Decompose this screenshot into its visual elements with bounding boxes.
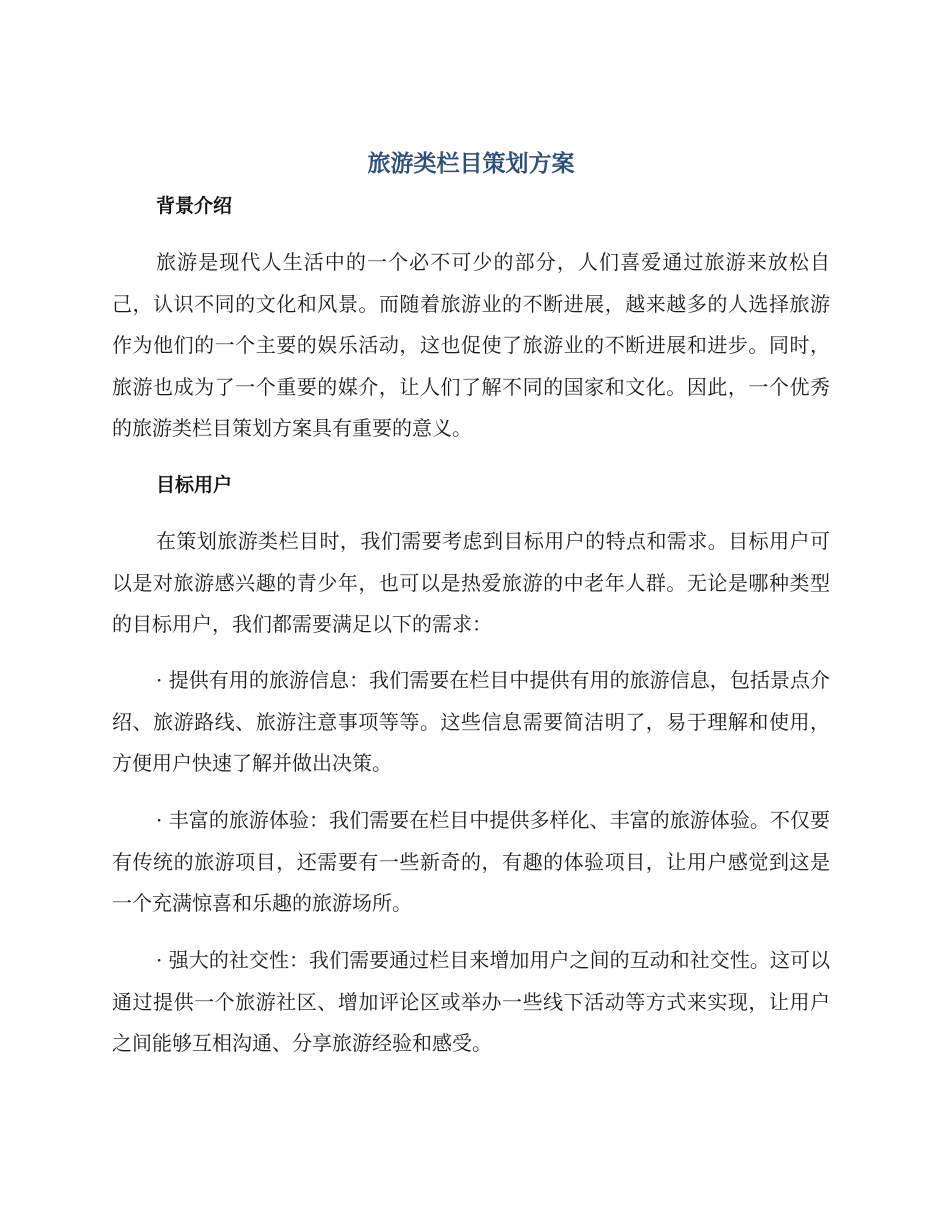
section-heading-background: 背景介绍 bbox=[156, 195, 233, 217]
bullet-useful-info: · 提供有用的旅游信息：我们需要在栏目中提供有用的旅游信息，包括景点介绍、旅游路线、旅游注意事项等等。这些信息需要简洁明了，易于理解和使用，方便用户快速了解并做出决策。 bbox=[112, 668, 830, 775]
document-title: 旅游类栏目策划方案 bbox=[367, 151, 575, 177]
section-heading-target-users: 目标用户 bbox=[156, 474, 233, 496]
paragraph-background: 旅游是现代人生活中的一个必不可少的部分，人们喜爱通过旅游来放松自己，认识不同的文化和风景。而随着旅游业的不断进展，越来越多的人选择旅游作为他们的一个主要的娱乐活动，这也促使了旅游业的不断进展和进步。同时，旅游也成为了一个重要的媒介，让人们了解不同的国家和文化。因此，一个优秀的旅游类栏目策划方案具有重要的意义。 bbox=[112, 250, 830, 440]
paragraph-target-users-intro: 在策划旅游类栏目时，我们需要考虑到目标用户的特点和需求。目标用户可以是对旅游感兴趣的青少年，也可以是热爱旅游的中老年人群。无论是哪种类型的目标用户，我们都需要满足以下的需求： bbox=[112, 529, 830, 636]
bullet-social: · 强大的社交性：我们需要通过栏目来增加用户之间的互动和社交性。这可以通过提供一个旅游社区、增加评论区或举办一些线下活动等方式来实现，让用户之间能够互相沟通、分享旅游经验和感受。 bbox=[112, 948, 830, 1055]
bullet-rich-experience: · 丰富的旅游体验：我们需要在栏目中提供多样化、丰富的旅游体验。不仅要有传统的旅游项目，还需要有一些新奇的，有趣的体验项目，让用户感觉到这是一个充满惊喜和乐趣的旅游场所。 bbox=[112, 808, 830, 915]
